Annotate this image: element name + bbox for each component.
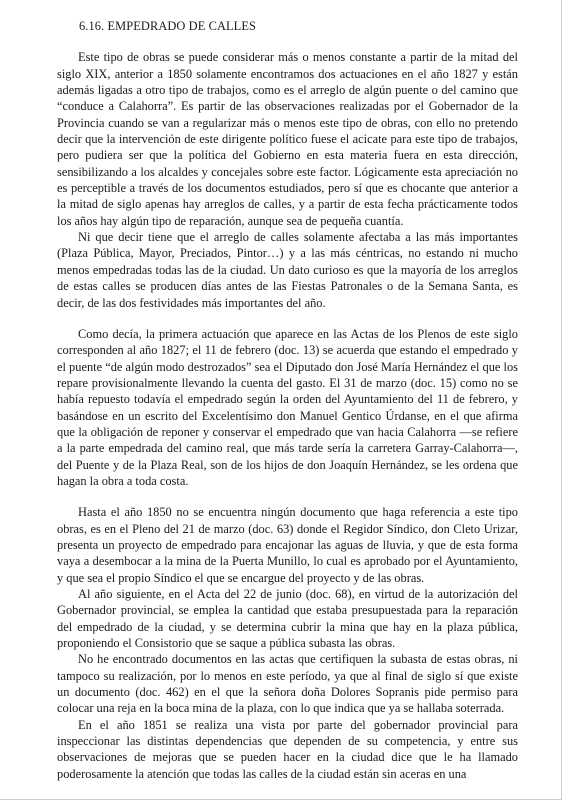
paragraph-7: En el año 1851 se realiza una vista por parte del gobernador provincial para inspeccionar las distintas dependencias que dependen de su competencia, y entre sus observaciones de mejoras que se pueden hacer en la ciudad dice que le ha llamado poderosamente la atención que todas las calles de la ciudad están sin aceras en una <box>57 717 518 781</box>
paragraph-6: No he encontrado documentos en las actas que certifiquen la subasta de estas obras, ni tampoco su realización, por lo menos en este período, ya que al final de siglo sí que existe un documento (doc. 462) en el que la señora doña Dolores Sopranis pide permiso para colocar una reja en la boca mina de la plaza, con lo que indica que ya se hallaba soterrada. <box>57 652 518 716</box>
paragraph-5: Al año siguiente, en el Acta del 22 de junio (doc. 68), en virtud de la autorización del Gobernador provincial, se emplea la cantidad que estaba presupuestada para la reparación del empedrado de la ciudad, y se determina cubrir la mina que hay en la plaza pública, proponiendo el Consistorio que se saque a pública subasta las obras. <box>57 587 518 651</box>
paragraph-2: Ni que decir tiene que el arreglo de calles solamente afectaba a las más importantes (Plaza Pública, Mayor, Preciados, Pintor…) y a las más céntricas, no estando ni mucho menos empedradas todas las de la ciudad. Un dato curioso es que la mayoría de los arreglos de estas calles se producen días antes de las Fiestas Patronales o de la Semana Santa, es decir, de las dos festividades más importantes del año. <box>57 230 518 310</box>
paragraph-3: Como decía, la primera actuación que aparece en las Actas de los Plenos de este siglo corresponden al año 1827; el 11 de febrero (doc. 13) se acuerda que estando el empedrado y el puente “de algún modo destrozados” sea el Diputado don José María Hernández el que los repare provisionalmente llevando la cuenta del gasto. El 31 de marzo (doc. 15) como no se había repuesto todavía el empedrado según la orden del Ayuntamiento del 11 de febrero, y basándose en un escrito del Excelentísimo don Manuel Gentico Úrdanse, en el que afirma que la obligación de reponer y conservar el empedrado que van hacia Calahorra —se refiere a la parte empedrada del camino real, que más tarde sería la carretera Garray-Calahorra—, del Puente y de la Plaza Real, son de los hijos de don Joaquín Hernández, se les ordena que hagan la obra a toda costa. <box>57 326 518 488</box>
document-body <box>57 18 518 782</box>
paragraph-1: Este tipo de obras se puede considerar más o menos constante a partir de la mitad del siglo XIX, anterior a 1850 solamente encontramos dos actuaciones en el año 1827 y están además ligadas a otro tipo de trabajos, como es el arreglo de algún puente o del camino que “conduce a Calahorra”. Es partir de las observaciones realizadas por el Gobernador de la Provincia cuando se van a regularizar más o menos este tipo de obras, con ello no pretendo decir que la intervención de este dirigente político fuese el acicate para este tipo de trabajos, pero pudiera ser que la política del Gobierno en esta materia fuera en esta dirección, sensibilizando a los alcaldes y concejales sobre este factor. Lógicamente esta apreciación no es perceptible a través de los documentos estudiados, pero sí que es chocante que anterior a la mitad de siglo apenas hay arreglos de calles, y a partir de esta fecha prácticamente todos los años hay algún tipo de reparación, aunque sea de pequeña cuantía. <box>57 50 518 228</box>
section-heading: 6.16. EMPEDRADO DE CALLES <box>79 19 257 33</box>
paragraph-4: Hasta el año 1850 no se encuentra ningún documento que haga referencia a este tipo obras, es en el Pleno del 21 de marzo (doc. 63) donde el Regidor Síndico, don Cleto Urizar, presenta un proyecto de empedrado para encajonar las aguas de lluvia, y que de esta forma vaya a desembocar a la mina de la Puerta Munillo, lo cual es aprobado por el Ayuntamiento, y que sea el propio Síndico el que se encargue del proyecto y de las obras. <box>57 505 518 585</box>
